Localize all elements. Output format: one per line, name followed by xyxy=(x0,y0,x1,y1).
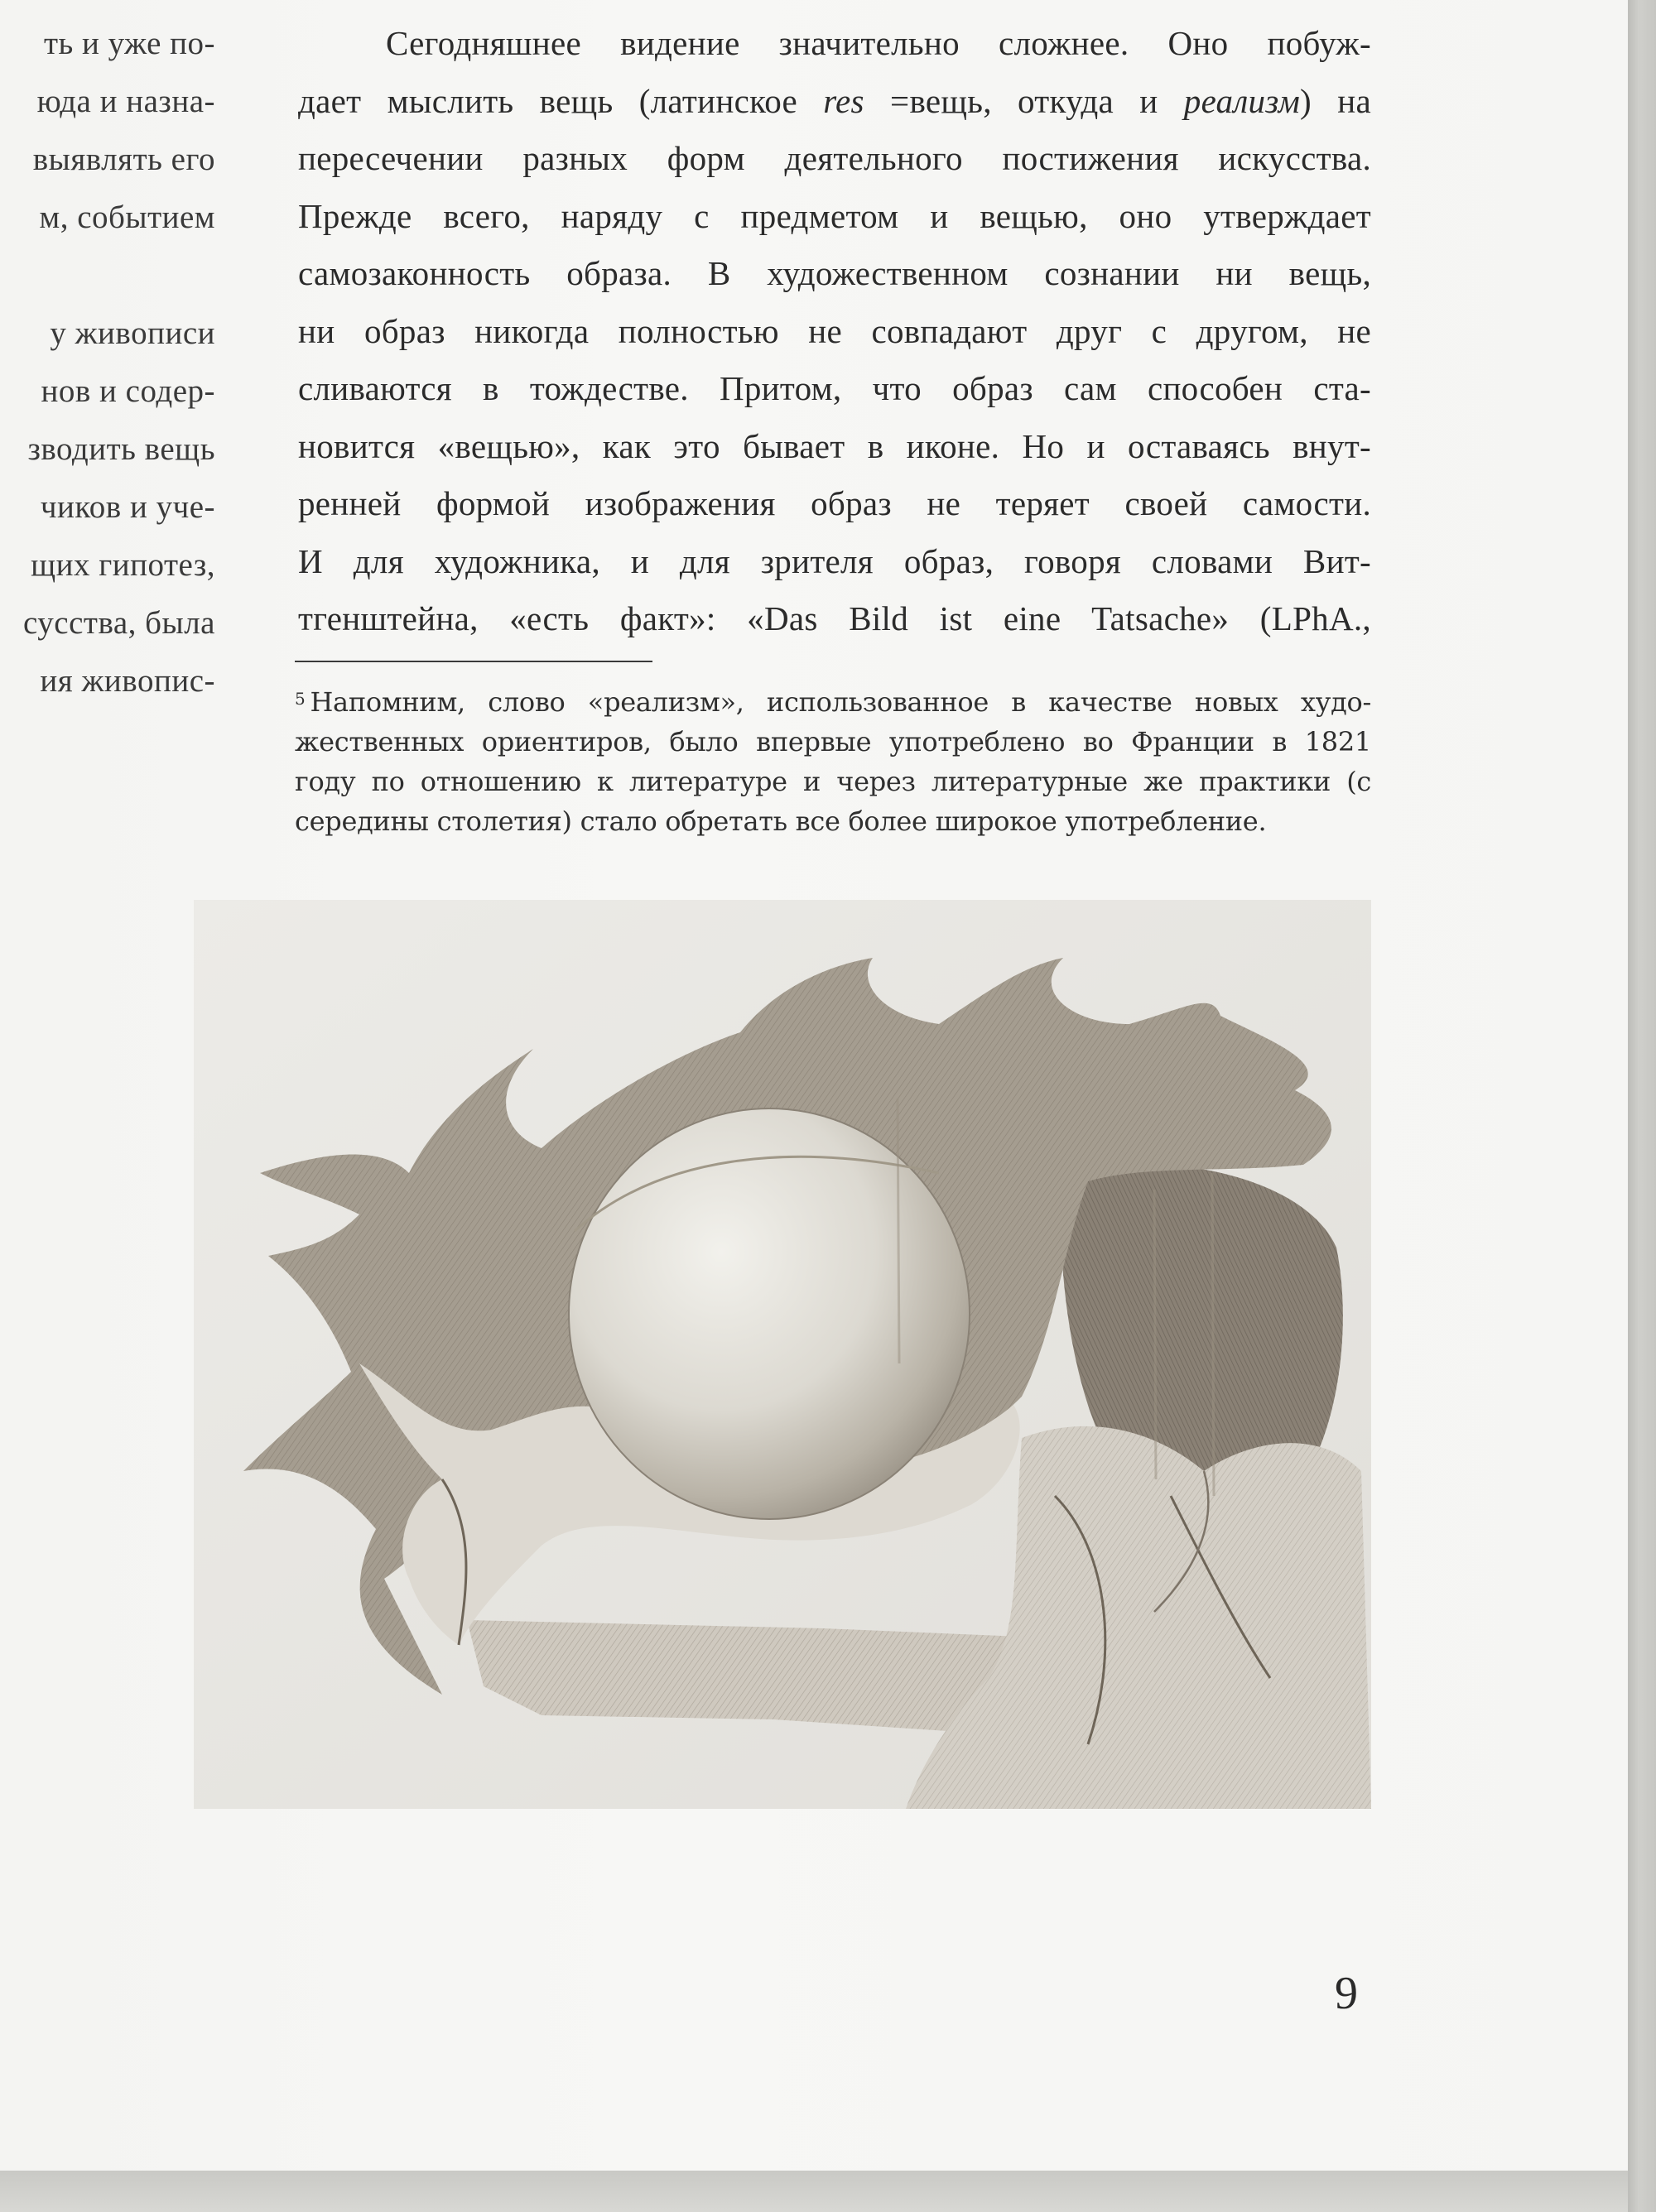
footnote xyxy=(295,679,1371,841)
left-column-line: сусства, была xyxy=(23,605,215,641)
main-text-column xyxy=(298,15,1371,648)
still-life-drawing xyxy=(194,900,1371,1809)
main-line-11: тгенштейна, «есть факт»: «Das Bild ist eine Tatsache» (LPhA., xyxy=(298,599,1371,637)
footnote-line-3: году по отношению к литературе и через литературные же практики (с xyxy=(295,766,1371,797)
left-column-line: ия живопис- xyxy=(40,663,215,699)
left-column-line: чиков и уче- xyxy=(40,489,215,525)
page-edge-shadow xyxy=(1628,0,1656,2212)
main-line-5: самозаконность образа. В художественном сознании ни вещь, xyxy=(298,254,1371,292)
main-line-8: новится «вещью», как это бывает в иконе. Но и оставаясь внут- xyxy=(298,426,1371,465)
main-line-3: пересечении разных форм деятельного постижения искусства. xyxy=(298,139,1371,177)
left-column-line: выявлять его xyxy=(32,142,215,177)
left-column-line: у живописи xyxy=(50,315,215,351)
left-column-line: ть и уже по- xyxy=(43,26,215,61)
main-line-1: Сегодняшнее видение значительно сложнее. Оно побуж- xyxy=(386,24,1371,62)
italic-res: res xyxy=(823,81,864,120)
main-line-4: Прежде всего, наряду с предметом и вещью, оно утверждает xyxy=(298,196,1371,235)
footnote-marker: 5 xyxy=(295,689,306,709)
left-column-line: юда и назна- xyxy=(36,84,215,119)
bottom-edge-shadow xyxy=(0,2171,1628,2212)
main-line-7: сливаются в тождестве. Притом, что образ сам способен ста- xyxy=(298,369,1371,407)
footnote-line-1: $^5$ Напомним, слово «реализм», использованное в качестве новых худо- xyxy=(295,686,1371,718)
footnote-rule xyxy=(295,661,652,662)
left-page-column-fragment xyxy=(0,0,217,729)
left-column-line: м, событием xyxy=(39,200,215,235)
main-line-10: И для художника, и для зрителя образ, говоря словами Вит- xyxy=(298,541,1371,580)
main-line-9: ренней формой изображения образ не теряет своей самости. xyxy=(298,484,1371,522)
page-number: 9 xyxy=(1335,1968,1358,2019)
main-line-6: ни образ никогда полностью не совпадают друг с другом, не xyxy=(298,311,1371,350)
footnote-line-4: середины столетия) стало обретать все более широкое употребление. xyxy=(295,805,1267,837)
etching-illustration xyxy=(194,900,1371,1809)
footnote-line-2: жественных ориентиров, было впервые употреблено во Франции в 1821 xyxy=(295,726,1371,757)
left-column-line: зводить вещь xyxy=(27,431,215,467)
italic-realism: реализм xyxy=(1183,81,1301,120)
left-column-line: щих гипотез, xyxy=(31,547,215,583)
left-column-line: нов и содер- xyxy=(41,373,215,409)
main-line-2: дает мыслить вещь (латинское res =вещь, откуда и реализм) на xyxy=(298,81,1371,120)
